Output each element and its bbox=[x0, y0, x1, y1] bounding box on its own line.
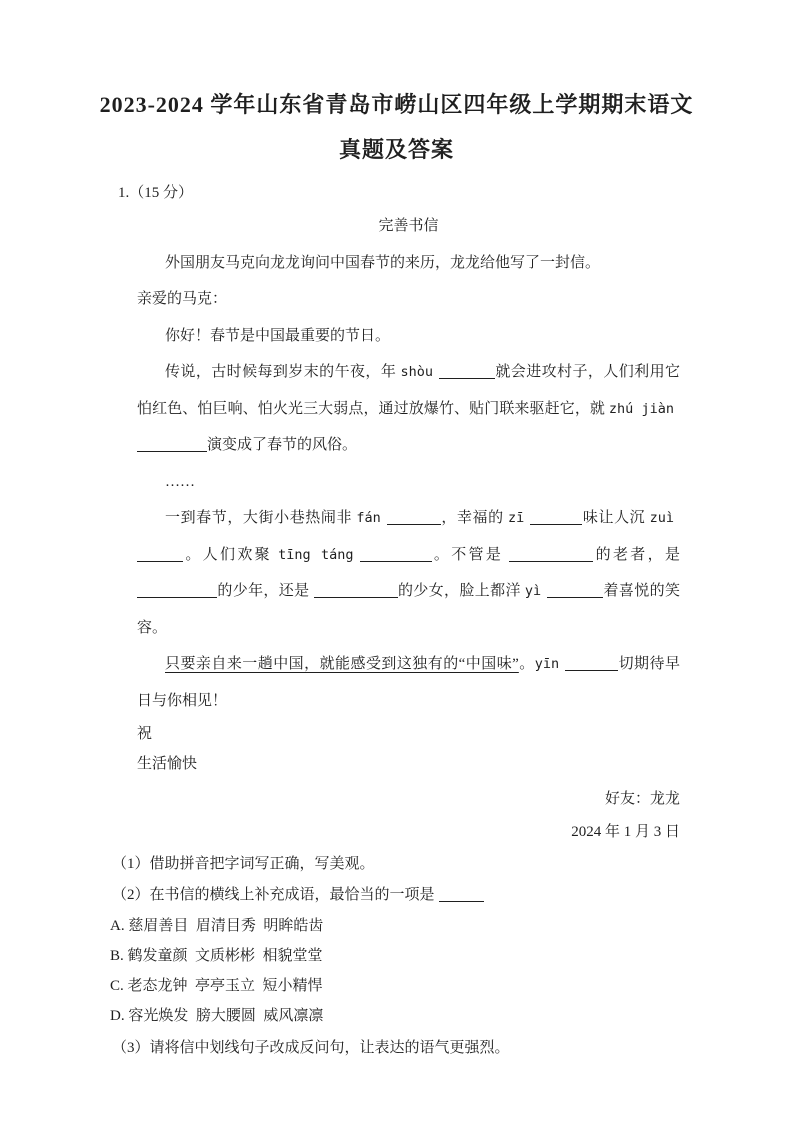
wish-phrase bbox=[137, 749, 680, 779]
text-run: 亲爱的马克： bbox=[137, 291, 228, 307]
pinyin-hint: fán bbox=[356, 510, 381, 526]
text-run: 味让人沉 bbox=[582, 510, 650, 526]
subquestion-3: （3）请将信中划线句子改成反问句，让表达的语气更强烈。 bbox=[112, 1040, 510, 1056]
option-c: C. 老态龙钟 亭亭玉立 短小精悍 bbox=[110, 978, 323, 994]
festival-paragraph bbox=[137, 500, 680, 646]
legend-paragraph bbox=[137, 354, 680, 464]
title-line-2: 真题及答案 bbox=[338, 137, 454, 162]
salutation bbox=[137, 281, 680, 318]
ellipsis-line bbox=[137, 464, 680, 501]
text-run: 就会进攻村子，人们利用它怕红色、怕巨响、怕火光三大弱点，通过放爆竹、贴门联来驱赶它，就 bbox=[137, 364, 680, 417]
pinyin-hint: zhú jiàn bbox=[608, 400, 674, 417]
answer-blank bbox=[565, 656, 618, 671]
text-run: 你好！春节是中国最重要的节日。 bbox=[165, 327, 391, 344]
title-line-1: 2023-2024 学年山东省青岛市崂山区四年级上学期期末语文 bbox=[99, 92, 694, 117]
signature bbox=[137, 783, 680, 816]
text-run: 。人们欢聚 bbox=[183, 546, 279, 563]
underlined-sentence: 只要亲自来一趟中国，就能感受到这独有的“中国味” bbox=[165, 656, 519, 672]
letter-body bbox=[137, 208, 680, 719]
text-run: …… bbox=[165, 473, 195, 490]
answer-blank bbox=[439, 364, 495, 379]
pinyin-hint: yì bbox=[524, 583, 542, 599]
text-run: 的少女，脸上都洋 bbox=[397, 583, 525, 599]
option-a: A. 慈眉善目 眉清目秀 明眸皓齿 bbox=[110, 918, 324, 934]
text-run: 2024 年 1 月 3 日 bbox=[571, 824, 680, 840]
answer-blank bbox=[314, 583, 398, 598]
answer-blank bbox=[137, 547, 183, 562]
answer-blank bbox=[360, 547, 432, 562]
text-run: 好友：龙龙 bbox=[604, 791, 680, 807]
pinyin-hint: shòu bbox=[400, 364, 433, 380]
text-run: 完善书信 bbox=[378, 218, 439, 234]
wish-word bbox=[137, 719, 680, 749]
letter-title bbox=[137, 208, 680, 245]
pinyin-hint: zuì bbox=[649, 510, 674, 526]
option-b: B. 鹤发童颜 文质彬彬 相貌堂堂 bbox=[110, 948, 323, 964]
text-run: 。不管是 bbox=[431, 546, 510, 563]
greeting-line bbox=[137, 318, 680, 355]
option-list bbox=[112, 911, 793, 1031]
answer-blank bbox=[509, 547, 593, 562]
letter-closing bbox=[137, 719, 680, 849]
text-run: 。 bbox=[518, 656, 535, 672]
subquestion-1: （1）借助拼音把字词写正确，写美观。 bbox=[112, 856, 375, 872]
option-d: D. 容光焕发 膀大腰圆 威风凛凛 bbox=[110, 1008, 324, 1024]
text-run: 演变成了春节的风俗。 bbox=[207, 437, 358, 453]
subquestion-2-text: （2）在书信的横线上补充成语，最恰当的一项是 bbox=[112, 887, 435, 903]
pinyin-hint: yīn bbox=[534, 656, 560, 672]
letter-date bbox=[137, 816, 680, 849]
answer-blank bbox=[547, 583, 603, 598]
text-run: ，幸福的 bbox=[440, 510, 509, 526]
subquestions bbox=[112, 849, 793, 1064]
text-run: 的少年，还是 bbox=[217, 583, 314, 599]
answer-blank bbox=[137, 583, 217, 598]
pinyin-hint: tīng táng bbox=[278, 546, 354, 563]
text-run: 着喜悦的笑容。 bbox=[137, 583, 680, 636]
intro-line bbox=[137, 245, 680, 282]
text-run: 一到春节，大街小巷热闹非 bbox=[165, 510, 357, 526]
text-run: 传说，古时候每到岁末的午夜，年 bbox=[165, 364, 401, 380]
text-run: 祝 bbox=[137, 726, 153, 742]
text-run: 的老者，是 bbox=[593, 546, 680, 563]
text-run: 外国朋友马克向龙龙询问中国春节的来历，龙龙给他写了一封信。 bbox=[165, 254, 601, 271]
question-number: 1.（15 分） bbox=[118, 185, 194, 201]
page-title bbox=[0, 0, 793, 172]
answer-blank bbox=[530, 510, 582, 525]
pinyin-hint: zī bbox=[508, 510, 525, 526]
underlined-paragraph bbox=[137, 646, 680, 719]
subquestion-2 bbox=[112, 880, 793, 911]
answer-blank bbox=[387, 510, 441, 525]
answer-blank bbox=[137, 437, 207, 452]
answer-blank bbox=[439, 887, 484, 902]
text-run: 生活愉快 bbox=[137, 756, 198, 772]
text-run: 切期待早日与你相见！ bbox=[137, 656, 680, 709]
